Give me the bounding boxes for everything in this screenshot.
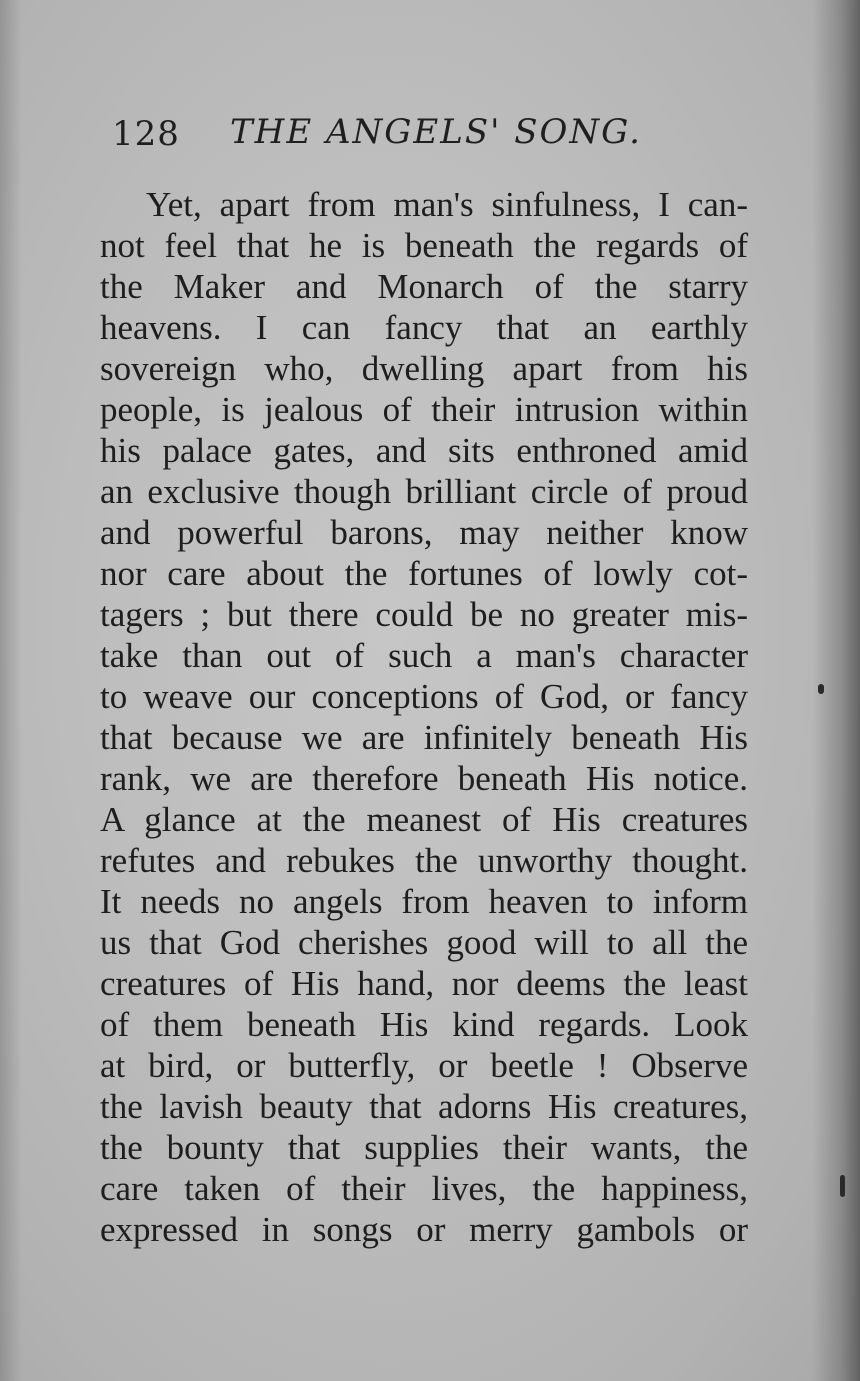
text-line: It needs no angels from heaven to inform [100,882,748,921]
text-line: refutes and rebukes the unworthy thought. [100,841,748,880]
text-line: care taken of their lives, the happiness, [100,1169,748,1208]
text-line: rank, we are therefore beneath His notice. [100,759,748,798]
body-paragraph [100,184,748,1250]
text-line: the Maker and Monarch of the starry [100,267,748,306]
text-line: the bounty that supplies their wants, the [100,1128,748,1167]
text-line: and powerful barons, may neither know [100,513,748,552]
text-line: expressed in songs or merry gambols or [100,1210,748,1249]
text-line: of them beneath His kind regards. Look [100,1005,748,1044]
text-line: Yet, apart from man's sinfulness, I can- [146,185,748,224]
page-header [112,108,732,160]
text-line: take than out of such a man's character [100,636,748,675]
text-line: tagers ; but there could be no greater mis- [100,595,748,634]
text-line: A glance at the meanest of His creatures [100,800,748,839]
ink-speck [818,684,824,694]
text-line: that because we are infinitely beneath His [100,718,748,757]
text-line: his palace gates, and sits enthroned amid [100,431,748,470]
text-line: an exclusive though brilliant circle of proud [100,472,748,511]
text-line: sovereign who, dwelling apart from his [100,349,748,388]
page-left-edge-shadow [0,0,22,1381]
text-line: nor care about the fortunes of lowly cot- [100,554,748,593]
ink-speck [840,1175,845,1197]
text-line: not feel that he is beneath the regards of [100,226,748,265]
text-line: us that God cherishes good will to all the [100,923,748,962]
text-line: the lavish beauty that adorns His creatures, [100,1087,748,1126]
text-line: at bird, or butterfly, or beetle ! Observe [100,1046,748,1085]
text-line: to weave our conceptions of God, or fancy [100,677,748,716]
text-line: people, is jealous of their intrusion within [100,390,748,429]
running-title: THE ANGELS' SONG. [230,112,642,152]
page-number: 128 [112,114,180,154]
text-line: heavens. I can fancy that an earthly [100,308,748,347]
text-line: creatures of His hand, nor deems the least [100,964,748,1003]
